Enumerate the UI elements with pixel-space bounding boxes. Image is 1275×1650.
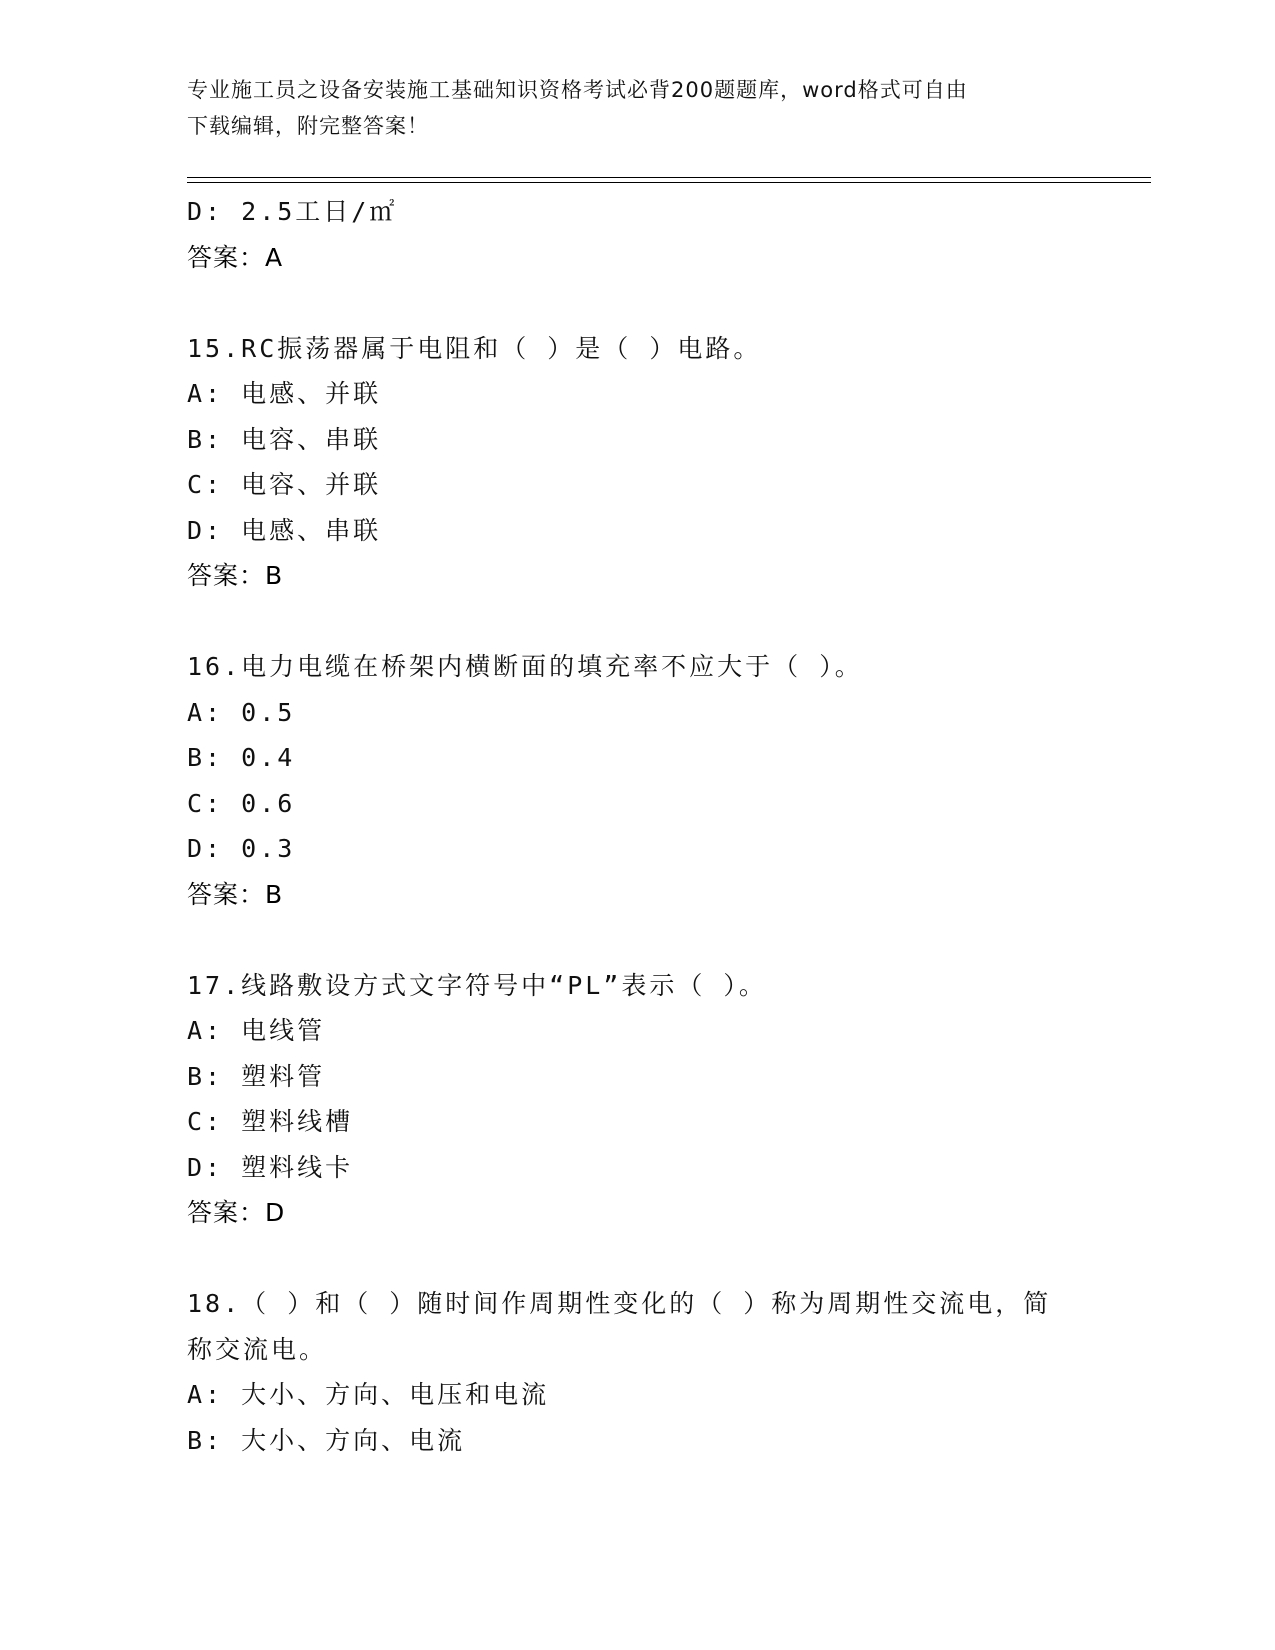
header-divider-bottom — [187, 182, 1151, 183]
prev-answer: 答案：A — [187, 242, 284, 272]
header-title-line-2: 下载编辑，附完整答案！ — [187, 114, 429, 138]
option-c: C: 0.6 — [187, 788, 296, 818]
answer: 答案：D — [187, 1198, 286, 1227]
header-title-line-1: 专业施工员之设备安装施工基础知识资格考试必背200题题库，word格式可自由 — [187, 78, 968, 102]
question-stem: 16.电力电缆在桥架内横断面的填充率不应大于（ ）。 — [187, 652, 863, 681]
option-a: A: 电线管 — [187, 1016, 326, 1045]
spacer — [187, 599, 1087, 645]
answer: 答案：B — [187, 879, 284, 909]
spacer — [187, 917, 1087, 963]
question-stem: 15.RC振荡器属于电阻和（ ）是（ ）电路。 — [187, 333, 762, 363]
option-d: D: 0.3 — [187, 834, 296, 863]
question-list — [187, 189, 1087, 1463]
option-c: C: 电容、并联 — [187, 470, 382, 499]
prev-option-d: D: 2.5工日/㎡ — [187, 197, 398, 226]
answer: 答案：B — [187, 561, 284, 590]
option-a: A: 大小、方向、电压和电流 — [187, 1380, 550, 1409]
question-18 — [187, 1281, 1087, 1463]
question-stem-line-2: 称交流电。 — [187, 1334, 328, 1364]
option-d: D: 塑料线卡 — [187, 1152, 354, 1182]
question-16 — [187, 644, 1087, 917]
spacer — [187, 280, 1087, 326]
question-15 — [187, 326, 1087, 599]
option-a: A: 电感、并联 — [187, 379, 382, 408]
option-c: C: 塑料线槽 — [187, 1107, 354, 1136]
option-d: D: 电感、串联 — [187, 515, 382, 545]
option-b: B: 塑料管 — [187, 1061, 326, 1091]
question-17 — [187, 963, 1087, 1236]
question-stem-line-1: 18.（ ）和（ ）随时间作周期性变化的（ ）称为周期性交流电，简 — [187, 1289, 1052, 1318]
spacer — [187, 1236, 1087, 1282]
question-stem: 17.线路敷设方式文字符号中“PL”表示（ ）。 — [187, 970, 767, 1000]
document-header — [187, 72, 1087, 144]
option-a: A: 0.5 — [187, 697, 296, 727]
option-b: B: 大小、方向、电流 — [187, 1425, 466, 1455]
option-b: B: 电容、串联 — [187, 424, 382, 454]
header-divider-top — [187, 177, 1151, 178]
option-b: B: 0.4 — [187, 743, 296, 772]
